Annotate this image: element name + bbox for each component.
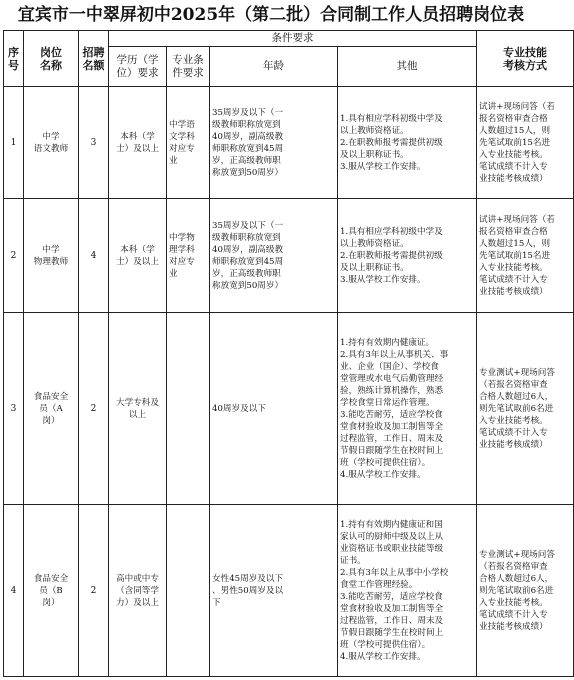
cell-education: 大学专科及 以上: [109, 313, 167, 505]
cell-count: 2: [79, 505, 109, 677]
cell-assessment: 专业测试+现场问答 （若报名资格审查 合格人数超过6人， 则先笔试取前6名进 入专业技能考核。 笔试成绩不计入专 业技能考核成绩）: [477, 505, 574, 677]
header-count: 招聘 名额: [79, 31, 109, 87]
cell-other: 1.具有相应学科初级中学及 以上教师资格证。 2.在职教师报考需提供初级 及以上职称证书。 3.服从学校工作安排。: [338, 87, 477, 199]
header-assessment: 专业技能 考核方式: [477, 31, 574, 87]
cell-age: 40周岁及以下: [210, 313, 338, 505]
cell-seq: 3: [4, 313, 24, 505]
header-other: 其他: [338, 47, 477, 87]
cell-seq: 4: [4, 505, 24, 677]
table-row: [4, 87, 574, 199]
cell-assessment: 试讲+现场问答（若 报名资格审查合格 人数超过15人，则 先笔试取前15名进 入专业技能考核。 笔试成绩不计入专 业技能考核成绩）: [477, 199, 574, 313]
table-row: [4, 313, 574, 505]
cell-education: 本科（学 士）及以上: [109, 199, 167, 313]
cell-age: 35周岁及以下（一 级教师职称放宽到 40周岁，副高级教 师职称放宽到45周 岁，正高级教师职 称放宽到50周岁）: [210, 87, 338, 199]
cell-count: 3: [79, 87, 109, 199]
cell-count: 4: [79, 199, 109, 313]
cell-assessment: 试讲+现场问答（若 报名资格审查合格 人数超过15人，则 先笔试取前15名进 入专业技能考核。 笔试成绩不计入专 业技能考核成绩）: [477, 87, 574, 199]
header-age: 年龄: [210, 47, 338, 87]
header-seq: 序 号: [4, 31, 24, 87]
cell-position: 食品安全 员（A 岗）: [24, 313, 79, 505]
cell-major: 中学物 理学科 对应专 业: [167, 199, 210, 313]
cell-education: 本科（学 士）及以上: [109, 87, 167, 199]
header-education: 学历（学 位）要求: [109, 47, 167, 87]
cell-other: 1.持有有效期内健康证和国 家认可的厨师中级及以上从 业资格证书或职业技能等级 证书。 2.具有3年以上从事中小学校 食堂工作管理经验。 3.能吃苦耐劳，适应学校食 堂食材验收及加工制售等全 过程监管，工作日、周末及 节假日跟随学生在校时间上 班（学校可提供住宿）。 4.服从学校工作安排。: [338, 505, 477, 677]
header-position: 岗位 名称: [24, 31, 79, 87]
cell-major: 中学语 文学科 对应专 业: [167, 87, 210, 199]
cell-age: 35周岁及以下（一 级教师职称放宽到 40周岁，副高级教 师职称放宽到45周 岁，正高级教师职 称放宽到50周岁）: [210, 199, 338, 313]
cell-seq: 2: [4, 199, 24, 313]
table-row: [4, 505, 574, 677]
cell-position: 中学 语文教师: [24, 87, 79, 199]
cell-position: 中学 物理教师: [24, 199, 79, 313]
cell-seq: 1: [4, 87, 24, 199]
cell-other: 1.具有相应学科初级中学及 以上教师资格证。 2.在职教师报考需提供初级 及以上职称证书。 3.服从学校工作安排。: [338, 199, 477, 313]
cell-major: [167, 505, 210, 677]
header-major: 专业条 件要求: [167, 47, 210, 87]
cell-position: 食品安全 员（B 岗）: [24, 505, 79, 677]
page-title: 宜宾市一中翠屏初中2025年（第二批）合同制工作人员招聘岗位表: [17, 5, 525, 25]
header-conditions: 条件要求: [109, 31, 477, 47]
table-row: [4, 199, 574, 313]
cell-other: 1.持有有效期内健康证。 2.具有3年以上从事机关、事 业、企业（国企）、学校食 堂管理或水电气后勤管理经 验，熟练计算机操作，熟悉 学校食堂日常运作管理。 3.能吃苦耐劳，适应学校食 堂食材验收及加工制售等全 过程监管，工作日、周末及 节假日跟随学生在校时间上 班（学校可提供住宿）。 4.服从学校工作安排。: [338, 313, 477, 505]
cell-major: [167, 313, 210, 505]
cell-education: 高中或中专 （含同等学 力）及以上: [109, 505, 167, 677]
cell-count: 2: [79, 313, 109, 505]
cell-age: 女性45周岁及以下 、男性50周岁及以 下: [210, 505, 338, 677]
recruitment-table: [3, 30, 574, 677]
cell-assessment: 专业测试+现场问答 （若报名资格审查 合格人数超过6人， 则先笔试取前6名进 入专业技能考核。 笔试成绩不计入专 业技能考核成绩）: [477, 313, 574, 505]
